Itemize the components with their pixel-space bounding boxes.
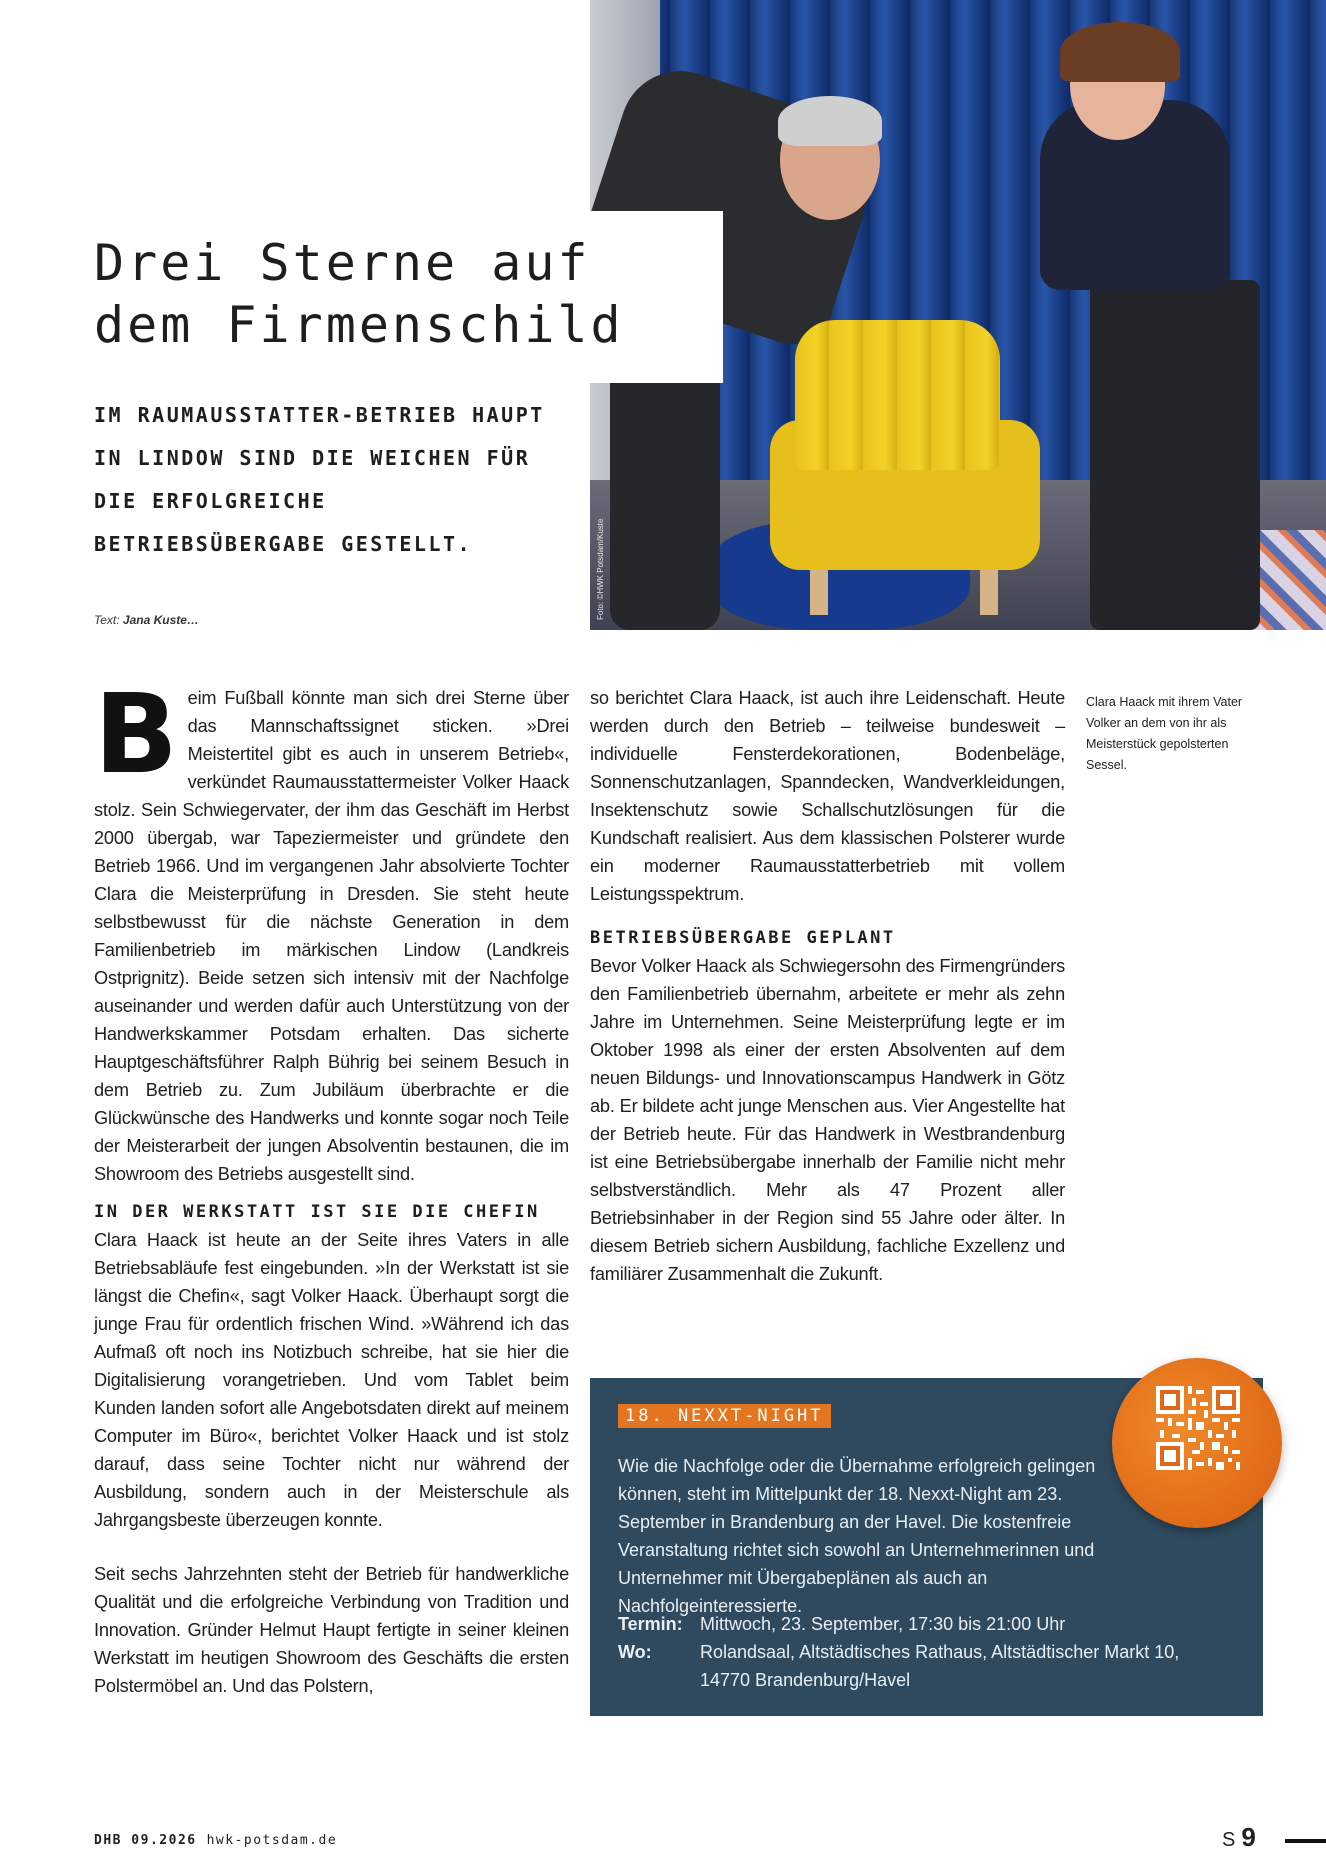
photo-caption: Clara Haack mit ihrem Vater Volker an dem von ihr als Meisterstück gepolsterten Sessel.	[1086, 695, 1243, 772]
title-line-2: dem Firmenschild	[94, 296, 624, 354]
page-prefix: S	[1222, 1829, 1236, 1851]
event-description: Wie die Nachfolge oder die Übernahme erfolgreich gelingen können, steht im Mittelpunkt der 18. Nexxt-Night am 23. September in Brandenburg an der Havel. Die kostenfreie Veranstaltung richtet sich sowohl an Unternehmerinnen und Unternehmer mit Übergabeplänen als auch an Nachfolgeinteressierte.	[618, 1456, 1096, 1616]
paragraph-2: Clara Haack ist heute an der Seite ihres Vaters in alle Betriebsabläufe fest eingebunden. »In der Werkstatt ist sie längst die Chefin«, sagt Volker Haack. Überhaupt sorgt die junge Frau für ordentlich frischen Wind. »Während ich das Aufmaß oft noch ins Notizbuch schreibe, hat sie hier die Digitalisierung vorangetrieben. Und vom Tablet beim Kunden landen sofort alle Angebotsdaten direkt auf meinem Computer im Büro«, berichtet Volker Haack und ist stolz darauf, dass seine Tochter nicht nur während der Ausbildung, sondern auch in der Meisterschule als Jahrgangsbeste überzeugen konnte.	[94, 1230, 569, 1530]
page-number	[1222, 1822, 1256, 1853]
event-details	[618, 1610, 1180, 1694]
qr-code-icon	[1156, 1386, 1240, 1470]
qr-badge[interactable]	[1112, 1358, 1282, 1528]
paragraph-3: Seit sechs Jahrzehnten steht der Betrieb für handwerkliche Qualität und die erfolgreiche Verbindung von Tradition und Innovation. Gründer Helmut Haupt fertigte in seiner kleinen Werkstatt im heutigen Showroom des Geschäfts die ersten Polstermöbel an. Und das Polstern,	[94, 1564, 569, 1696]
drop-cap: B	[94, 670, 178, 798]
byline-author: Jana Kuste…	[122, 613, 199, 627]
event-location-value: Rolandsaal, Altstädtisches Rathaus, Altstädtischer Markt 10, 14770 Brandenburg/Havel	[700, 1642, 1180, 1690]
photo-woman-legs	[1090, 280, 1260, 630]
photo-woman-hair	[1060, 22, 1180, 82]
paragraph-1	[94, 670, 569, 1188]
event-location-label: Wo:	[618, 1642, 652, 1662]
event-label: 18. NEXXT-NIGHT	[618, 1404, 831, 1428]
footer-publication	[94, 1832, 337, 1848]
page-number-value: 9	[1241, 1822, 1256, 1852]
paragraph-5: Bevor Volker Haack als Schwiegersohn des Firmengründers den Familienbetrieb übernahm, arbeitete er mehr als zehn Jahre im Unternehmen. Seine Meisterprüfung legte er im Oktober 1998 als einer der ersten Absolventen auf dem neuen Bildungs- und Innovationscampus Handwerk in Götz ab. Er bildete acht junge Menschen aus. Vier Angestellte hat der Betrieb heute. Für das Handwerk in Westbrandenburg ist eine Betriebsübergabe innerhalb der Familie nicht mehr selbstverständlich. Mehr als 47 Prozent aller Betriebsinhaber in der Region sind 55 Jahre oder älter. In diesem Betrieb sichern Ausbildung, fachliche Exzellenz und familiärer Zusammenhalt die Zukunft.	[590, 956, 1065, 1284]
footer-url-link[interactable]: hwk-potsdam.de	[206, 1833, 338, 1848]
footer-issue: DHB 09.2026	[94, 1833, 197, 1848]
byline	[94, 613, 199, 627]
photo-cushion	[1250, 530, 1326, 630]
paragraph-4: so berichtet Clara Haack, ist auch ihre Leidenschaft. Heute werden durch den Betrieb – teilweise bundesweit – individuelle Fensterdekorationen, Bodenbeläge, Sonnenschutzanlagen, Spanndecken, Wandverkleidungen, Insektenschutz sowie Schallschutzlösungen für die Kundschaft realisiert. Aus dem klassischen Polsterer wurde ein moderner Raumausstatterbetrieb mit vollem Leistungsspektrum.	[590, 688, 1065, 904]
subheading-werkstatt: IN DER WERKSTATT IST SIE DIE CHEFIN	[94, 1202, 540, 1222]
page-title	[94, 232, 624, 356]
subheading-betriebsuebergabe: BETRIEBSÜBERGABE GEPLANT	[590, 928, 896, 948]
lead-text: IM RAUMAUSSTATTER-BETRIEB HAUPT IN LINDOW SIND DIE WEICHEN FÜR DIE ERFOLGREICHE BETRIEBSÜBERGABE GESTELLT.	[94, 403, 545, 556]
article-column-1	[94, 670, 569, 1700]
event-date-value: Mittwoch, 23. September, 17:30 bis 21:00 Uhr	[700, 1614, 1066, 1634]
paragraph-1-text: eim Fußball könnte man sich drei Sterne über das Mannschaftssignet sticken. »Drei Meistertitel gibt es auch in unserem Betrieb«, verkündet Raumausstattermeister Volker Haack stolz. Sein Schwiegervater, der ihm das Geschäft im Herbst 2000 übergab, war Tapeziermeister und gründete den Betrieb 1966. Und im vergangenen Jahr absolvierte Tochter Clara die Meisterprüfung in Dresden. Sie steht heute selbstbewusst für die nächste Generation in dem Familienbetrieb im märkischen Lindow (Landkreis Ostprignitz). Beide setzen sich intensiv mit der Nachfolge auseinander und werden dafür auch Unterstützung von der Handwerkskammer Potsdam erhalten. Das sicherte Hauptgeschäftsführer Ralph Bührig bei seinem Besuch in dem Betrieb zu. Zum Jubiläum überbrachte er die Glückwünsche des Handwerks und konnte sogar noch Teile der Meisterarbeit der jungen Absolventin bestaunen, die im Showroom des Betriebs ausgestellt sind.	[94, 688, 569, 1184]
article-column-2	[590, 684, 1065, 1288]
event-location-row	[618, 1638, 1180, 1694]
event-date-label: Termin:	[618, 1614, 683, 1634]
photo-man-hair	[778, 96, 882, 146]
title-line-1: Drei Sterne auf	[94, 234, 591, 292]
byline-prefix: Text:	[94, 613, 123, 627]
footer-rule	[1285, 1839, 1326, 1843]
event-date-row	[618, 1610, 1180, 1638]
photo-chair-back	[795, 320, 1000, 470]
photo-credit: Foto: ©HWK Potsdam/Kuste	[596, 518, 605, 620]
